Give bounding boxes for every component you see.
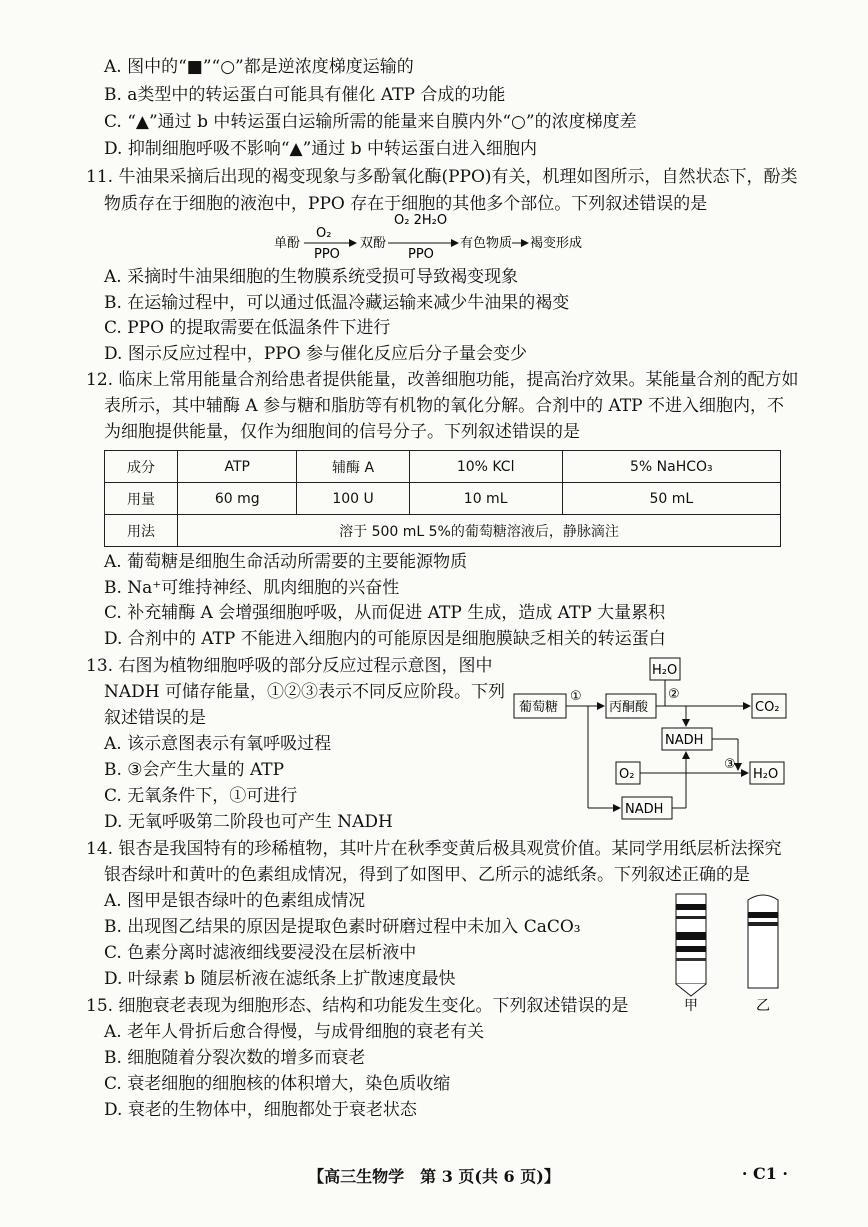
page-code: · C1 · — [741, 1164, 788, 1183]
edge1-ppo-label: PPO — [314, 247, 340, 262]
q10-option-d: D. 抑制细胞呼吸不影响“▲”通过 b 中转运蛋白进入细胞内 — [104, 139, 537, 159]
node-nadh-2: NADH — [625, 802, 664, 817]
q11-stem-line2: 物质存在于细胞的液泡中，PPO 存在于细胞的其他多个部位。下列叙述错误的是 — [104, 194, 708, 214]
node-co2: CO₂ — [755, 700, 780, 715]
q12-stem-line3: 为细胞提供能量，仅作为细胞间的信号分子。下列叙述错误的是 — [104, 422, 580, 442]
q15-option-c: C. 衰老细胞的细胞核的体积增大，染色质收缩 — [104, 1074, 451, 1094]
table-cell: 10% KCl — [409, 451, 562, 483]
ppo-reaction-diagram — [270, 210, 630, 262]
node-monophenol: 单酚 — [274, 236, 301, 251]
q12-stem-line2: 表所示，其中辅酶 A 参与糖和脂肪等有机物的氧化分解。合剂中的 ATP 不进入细胞内，不 — [104, 396, 785, 416]
q13-option-c: C. 无氧条件下，①可进行 — [104, 786, 298, 806]
q15-option-b: B. 细胞随着分裂次数的增多而衰老 — [104, 1048, 366, 1068]
q14-option-b: B. 出现图乙结果的原因是提取色素时研磨过程中未加入 CaCO₃ — [104, 917, 581, 937]
q14-stem-line2: 银杏绿叶和黄叶的色素组成情况，得到了如图甲、乙所示的滤纸条。下列叙述正确的是 — [104, 865, 750, 885]
table-row — [105, 483, 781, 515]
table-cell: 溶于 500 mL 5%的葡萄糖溶液后，静脉滴注 — [178, 515, 781, 547]
q12-option-d: D. 合剂中的 ATP 不能进入细胞内的可能原因是细胞膜缺乏相关的转运蛋白 — [104, 629, 666, 649]
table-row — [105, 451, 781, 483]
table-cell: 用量 — [105, 483, 178, 515]
q10-option-b: B. a类型中的转运蛋白可能具有催化 ATP 合成的功能 — [104, 85, 506, 105]
filter-paper-strips — [660, 888, 800, 1018]
q13-option-a: A. 该示意图表示有氧呼吸过程 — [104, 734, 332, 754]
q12-option-a: A. 葡萄糖是细胞生命活动所需要的主要能源物质 — [104, 552, 468, 572]
node-glucose: 葡萄糖 — [519, 700, 559, 715]
q14-stem-line1: 14. 银杏是我国特有的珍稀植物，其叶片在秋季变黄后极具观赏价值。某同学用纸层析法探究 — [86, 839, 782, 859]
q12-stem-line1: 12. 临床上常用能量合剂给患者提供能量，改善细胞功能，提高治疗效果。某能量合剂的配方如 — [86, 370, 799, 390]
table-cell: 用法 — [105, 515, 178, 547]
node-browning: 褐变形成 — [530, 236, 583, 251]
q15-stem: 15. 细胞衰老表现为细胞形态、结构和功能发生变化。下列叙述错误的是 — [86, 996, 629, 1016]
node-o2: O₂ — [619, 767, 635, 782]
q11-stem-line1: 11. 牛油果采摘后出现的褐变现象与多酚氧化酶(PPO)有关，机理如图所示，自然状态下，酚类 — [86, 167, 798, 187]
q13-option-d: D. 无氧呼吸第二阶段也可产生 NADH — [104, 812, 393, 832]
strip-yi-label: 乙 — [756, 998, 770, 1014]
table-cell: 100 U — [297, 483, 409, 515]
table-cell: 辅酶 A — [297, 451, 409, 483]
q12-option-b: B. Na⁺可维持神经、肌肉细胞的兴奋性 — [104, 578, 400, 598]
table-cell: 50 mL — [562, 483, 780, 515]
node-colored-substance: 有色物质 — [460, 236, 513, 251]
node-h2o-out: H₂O — [753, 767, 779, 782]
node-nadh-1: NADH — [665, 733, 704, 748]
q13-stem-line3: 叙述错误的是 — [104, 708, 206, 728]
table-cell: ATP — [178, 451, 297, 483]
node-pyruvate: 丙酮酸 — [609, 700, 649, 715]
q10-option-c: C. “▲”通过 b 中转运蛋白运输所需的能量来自膜内外“○”的浓度梯度差 — [104, 112, 637, 132]
table-cell: 成分 — [105, 451, 178, 483]
q14-option-a: A. 图甲是银杏绿叶的色素组成情况 — [104, 891, 366, 911]
q11-option-b: B. 在运输过程中，可以通过低温冷藏运输来减少牛油果的褐变 — [104, 293, 570, 313]
page-footer: 【高三生物学 第 3 页(共 6 页)】 — [308, 1167, 560, 1186]
respiration-diagram — [510, 652, 790, 824]
node-h2o-in: H₂O — [652, 663, 678, 678]
energy-mixture-table — [104, 450, 781, 547]
table-cell: 60 mg — [178, 483, 297, 515]
q13-stem-line2: NADH 可储存能量，①②③表示不同反应阶段。下列 — [104, 682, 506, 702]
node-diphenol: 双酚 — [360, 236, 387, 251]
q13-stem-line1: 13. 右图为植物细胞呼吸的部分反应过程示意图，图中 — [86, 656, 493, 676]
edge1-o2-label: O₂ — [316, 226, 332, 241]
q11-option-a: A. 采摘时牛油果细胞的生物膜系统受损可导致褐变现象 — [104, 267, 519, 287]
stage3-label: ③ — [724, 757, 736, 772]
q14-option-d: D. 叶绿素 b 随层析液在滤纸条上扩散速度最快 — [104, 969, 456, 989]
q10-option-a: A. 图中的“■”“○”都是逆浓度梯度运输的 — [104, 57, 414, 77]
edge2-top-label: O₂ 2H₂O — [394, 213, 448, 228]
edge2-ppo-label: PPO — [408, 247, 434, 262]
q15-option-d: D. 衰老的生物体中，细胞都处于衰老状态 — [104, 1100, 417, 1120]
q11-option-c: C. PPO 的提取需要在低温条件下进行 — [104, 318, 391, 338]
stage2-label: ② — [668, 687, 680, 702]
q13-option-b: B. ③会产生大量的 ATP — [104, 760, 285, 780]
table-row — [105, 515, 781, 547]
q11-option-d: D. 图示反应过程中，PPO 参与催化反应后分子量会变少 — [104, 344, 528, 364]
table-cell: 10 mL — [409, 483, 562, 515]
q12-option-c: C. 补充辅酶 A 会增强细胞呼吸，从而促进 ATP 生成，造成 ATP 大量累积 — [104, 603, 666, 623]
table-cell: 5% NaHCO₃ — [562, 451, 780, 483]
q14-option-c: C. 色素分离时滤液细线要浸没在层析液中 — [104, 943, 417, 963]
q15-option-a: A. 老年人骨折后愈合得慢，与成骨细胞的衰老有关 — [104, 1022, 485, 1042]
strip-jia-label: 甲 — [684, 998, 698, 1014]
stage1-label: ① — [570, 689, 582, 704]
